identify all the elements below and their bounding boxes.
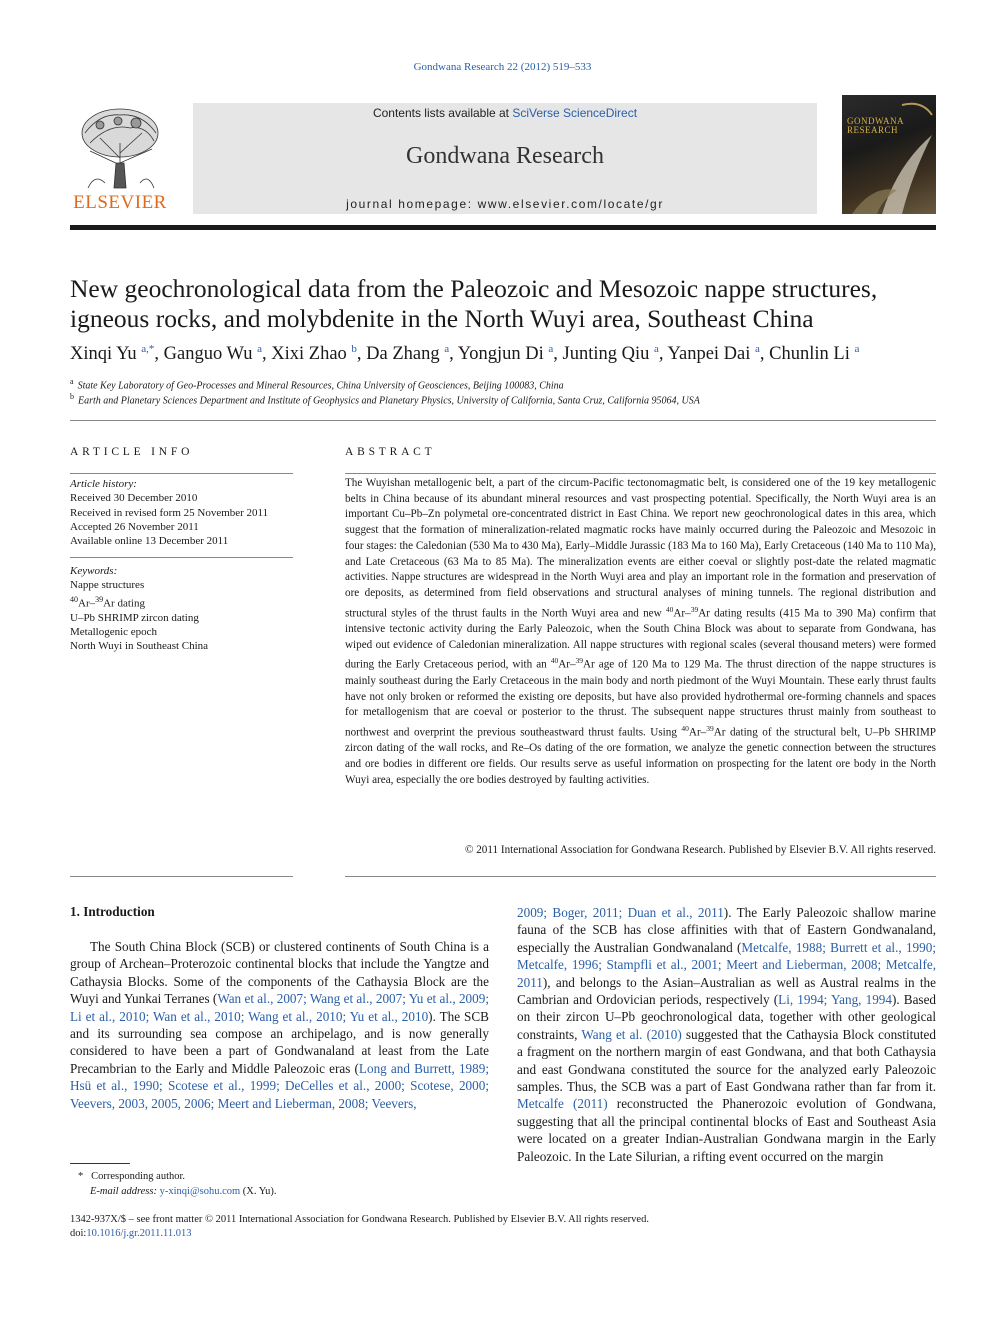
citation-link[interactable]: Wang et al. (2010) xyxy=(581,1026,682,1042)
abstract-bottom-rule xyxy=(345,876,936,877)
author-list: Xinqi Yu $^{a,*}$, Ganguo Wu $^a$, Xixi Zhao $^b$, Da Zhang $^a$, Yongjun Di $^a$, Junting Qiu $^a$, Yanpei Dai $^a$, Chunlin Li $^a$ xyxy=(70,343,860,365)
abstract-heading: ABSTRACT xyxy=(345,446,436,458)
article-history: Article history: Received 30 December 2010 Received in revised form 25 November 2011 Accepted 26 November 2011 Available online 13 December 2011 xyxy=(70,478,269,548)
body-column-right: 2009; Boger, 2011; Duan et al., 2011). The Early Paleozoic shallow marine fauna of the SCB has close affinities with that of Eastern Gondwanaland, especially the Australian Gondwanaland (Metcalfe, 1988; Burrett et al., 1990; Metcalfe, 1996; Stampfli et al., 2001; Meert and Lieberman, 2008; Metcalfe, 2011), and belongs to the Asian–Australian as well as Austral realms in the Cambrian and Ordovician periods, respectively (Li, 1994; Yang, 1994). Based on their zircon U–Pb geochronological data, together with other geological constraints, Wang et al. (2010) suggested that the Cathaysia Block constituted a fragment on the northern margin of east Gondwana, and that both Cathaysia and east Gondwana constituted the source for the analyzed early Paleozoic samples. Thus, the SCB was a part of East Gondwana rather than far from it. Metcalfe (2011) reconstructed the Phanerozoic evolution of Gondwana, suggesting that all the principal continental blocks of East and Southeast Asia were located on a greater Indian-Australian Gondwana margin in the Early Paleozoic. In the Late Silurian, a rifting event occurred on the margin xyxy=(517,905,937,1164)
doi-line: doi:10.1016/j.gr.2011.11.013 xyxy=(70,1228,192,1239)
abstract-rule xyxy=(345,473,936,474)
author[interactable]: Junting Qiu $^a$ xyxy=(562,343,659,365)
header-rule xyxy=(70,225,936,230)
author[interactable]: Xixi Zhao $^b$ xyxy=(271,343,357,365)
affiliation-b: $^b$ Earth and Planetary Sciences Department and Institute of Geophysics and Planetary Physics, University of California, Santa Cruz, California 95064, USA xyxy=(70,392,700,407)
journal-citation[interactable]: Gondwana Research 22 (2012) 519–533 xyxy=(413,61,592,73)
citation-link[interactable]: Wan et al., 2007; Wang et al., 2007; Yu et al., 2009; Li et al., 2010; Wan et al., 2010; Wang et al., 2010; Yu et al., 2010 xyxy=(70,991,489,1024)
author[interactable]: Ganguo Wu $^a$ xyxy=(163,343,263,365)
footnote-rule xyxy=(70,1163,130,1164)
citation-link[interactable]: 2009; Boger, 2011; Duan et al., 2011 xyxy=(517,905,724,920)
keywords: Keywords: Nappe structures $^{40}$Ar–$^{39}$Ar dating U–Pb SHRIMP zircon dating Metallogenic epoch North Wuyi in Southeast China xyxy=(70,565,209,653)
author[interactable]: Yongjun Di $^a$ xyxy=(457,343,554,365)
elsevier-logo[interactable] xyxy=(70,103,170,214)
keywords-rule xyxy=(70,557,293,558)
citation-link[interactable]: Metcalfe, 1988; Burrett et al., 1990; Metcalfe, 1996; Stampfli et al., 2001; Meert and Lieberman, 2008; Metcalfe, 2011 xyxy=(517,939,937,990)
journal-cover-thumbnail[interactable] xyxy=(842,95,936,214)
journal-masthead xyxy=(70,93,936,214)
abstract-text: The Wuyishan metallogenic belt, a part of the circum-Pacific tectonomagmatic belt, is considered one of the 19 key metallogenic belts in China because of its abundant mineral resources and vast prospecting potential. Specifically, the North Wuyi area is an important Cu–Pb–Zn polymetal ore-concentrated district in East China. We report new geochronological dates in this area, which suggest that the formation of mineralization-related magmatic rocks have mainly occurred during the Paleozoic and Mesozoic in four stages: the Caledonian (530 Ma to 430 Ma), Early–Middle Jurassic (183 Ma to 160 Ma), Early Cretaceous (140 Ma to 110 Ma), and Late Cretaceous (63 Ma to 85 Ma). The mineralization events are either coeval or slightly post-date the related magmatic activities. Nappe structures are widespread in the North Wuyi area and play an important role in the formation and preservation of ore deposits, as determined from field observations and structural analyses of mining tunnels. The regional distribution and structural styles of the thrust faults in the North Wuyi area and new $^{40}$Ar–$^{39}$Ar dating results (415 Ma to 390 Ma) confirm that intensive tectonic activity during the Early Paleozoic, when the South China Block was about to separate from Gondwana, has wiped out evidence of Caledonian mineralization. All nappe structures with regional scales (several thousand meters) were formed during the Early Cretaceous period, with an $^{40}$Ar–$^{39}$Ar age of 120 Ma to 129 Ma. The thrust direction of the nappe structures is mainly southeast during the Early Cretaceous in the main body and north piedmont of the Wuyi Mountain. These early thrust faults have not only broken or reformed the existing ore deposits, but have also provided hydrothermal ore-forming channels and spaces for metallogenism that are coeval or posterior to the thrust. The subsequent nappe structures thrust mainly from southeast to northwest and overprint the previous southeastward thrust faults. Using $^{40}$Ar–$^{39}$Ar dating of the structural belt, U–Pb SHRIMP zircon dating of the wall rocks, and Re–Os dating of the ore formation, we analyze the genetic connection between the structures and ore bodies in different ore fields. Our results serve as useful information on prospecting for the latent ore body in the North Wuyi area, especially the ore bodies destroyed by faulting activities. xyxy=(345,477,937,786)
email-link[interactable]: y-xinqi@sohu.com xyxy=(159,1186,241,1197)
article-info-bottom-rule xyxy=(70,876,293,877)
affiliation-rule xyxy=(70,420,936,421)
article-title: New geochronological data from the Paleozoic and Mesozoic nappe structures, igneous rocks, and molybdenite in the North Wuyi area, Southeast China xyxy=(70,274,878,333)
citation-link[interactable]: Long and Burrett, 1989; Hsü et al., 1990; Scotese et al., 1999; DeCelles et al., 2000; Scotese, 2000; Veevers, 2003, 2005, 2006; Meert and Lieberman, 2008; Veevers, xyxy=(70,1060,489,1111)
affiliation-a: $^a$ State Key Laboratory of Geo-Processes and Mineral Resources, China University of Geosciences, Beijing 100083, China xyxy=(70,377,564,392)
cover-art-icon xyxy=(842,95,936,214)
section-heading-introduction: 1. Introduction xyxy=(70,904,155,919)
journal-homepage[interactable]: journal homepage: www.elsevier.com/locate/gr xyxy=(346,197,664,211)
abstract-copyright: © 2011 International Association for Gondwana Research. Published by Elsevier B.V. All rights reserved. xyxy=(464,844,936,856)
elsevier-tree-icon xyxy=(70,103,170,193)
citation-link[interactable]: Metcalfe (2011) xyxy=(517,1096,608,1112)
email-note: E-mail address: y-xinqi@sohu.com (X. Yu). xyxy=(90,1186,277,1197)
sciencedirect-link[interactable]: SciVerse ScienceDirect xyxy=(512,106,638,120)
doi-link[interactable]: 10.1016/j.gr.2011.11.013 xyxy=(86,1228,192,1239)
author[interactable]: Da Zhang $^a$ xyxy=(366,343,450,365)
article-info-heading: ARTICLE INFO xyxy=(70,446,194,458)
corresponding-author-note: * Corresponding author. xyxy=(78,1171,186,1182)
journal-name: Gondwana Research xyxy=(406,143,604,169)
elsevier-wordmark: ELSEVIER xyxy=(73,192,167,213)
body-column-left: The South China Block (SCB) or clustered continents of South China is a group of Archean–Proterozoic continental blocks that include the Yangtze and Cathaysia Blocks. Some of the components of the Cathaysia Block are the Wuyi and Yunkai Terranes (Wan et al., 2007; Wang et al., 2007; Yu et al., 2009; Li et al., 2010; Wan et al., 2010; Wang et al., 2010; Yu et al., 2010). The SCB and its surrounding sea compose an archipelago, and is now generally considered to have been a part of Gondwanaland at least from the Late Precambrian to the Early and Middle Paleozoic eras (Long and Burrett, 1989; Hsü et al., 1990; Scotese et al., 1999; DeCelles et al., 2000; Scotese, 2000; Veevers, 2003, 2005, 2006; Meert and Lieberman, 2008; Veevers, xyxy=(70,939,489,1111)
contents-line xyxy=(193,106,817,120)
author[interactable]: Yanpei Dai $^a$ xyxy=(667,343,760,365)
cover-title: GONDWANA RESEARCH xyxy=(847,116,904,135)
issn-line: 1342-937X/$ – see front matter © 2011 International Association for Gondwana Research. Published by Elsevier B.V. All rights reserved. xyxy=(70,1214,649,1225)
citation-link[interactable]: Li, 1994; Yang, 1994 xyxy=(778,992,892,1008)
author[interactable]: Xinqi Yu $^{a,*}$ xyxy=(70,343,155,365)
contents-prefix: Contents lists available at xyxy=(372,106,513,120)
journal-banner xyxy=(193,103,817,214)
author[interactable]: Chunlin Li $^a$ xyxy=(769,343,860,365)
article-info-rule xyxy=(70,473,293,474)
